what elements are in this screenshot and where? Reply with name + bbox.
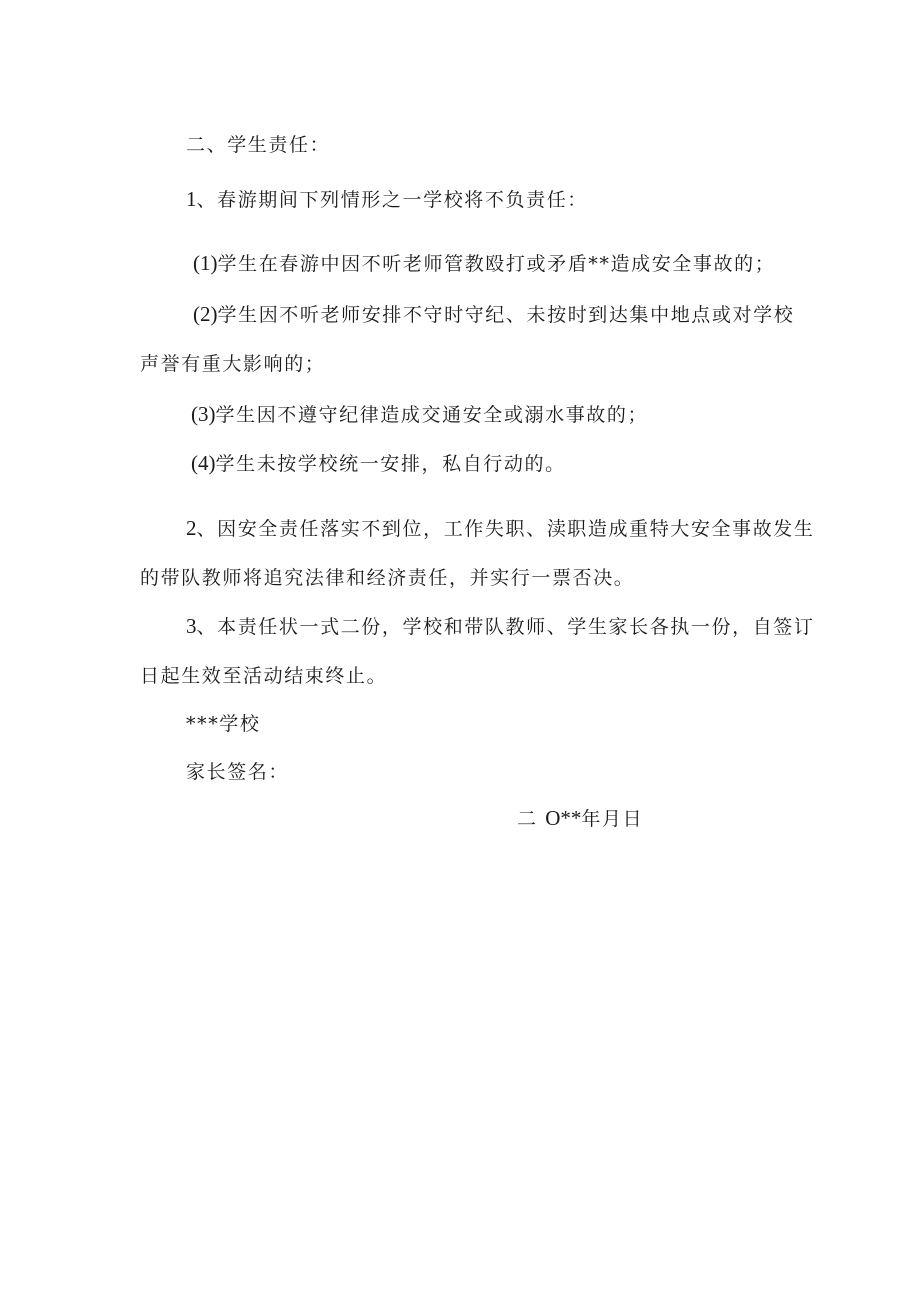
section-heading: 二、学生责任： <box>186 134 331 156</box>
item-1-text: 、春游期间下列情形之一学校将不负责任： <box>196 189 588 211</box>
subitem-3 <box>191 402 648 427</box>
date-line <box>517 806 643 831</box>
date-suffix: 年月日 <box>581 808 644 830</box>
school-name: ***学校 <box>186 713 261 735</box>
item-3-number: 3 <box>186 614 197 638</box>
subitem-2-text-line2: 声誉有重大影响的； <box>140 353 326 375</box>
subitem-2 <box>193 302 794 327</box>
subitem-1-text: 学生在春游中因不听老师管教殴打或矛盾**造成安全事故的； <box>217 253 776 275</box>
subitem-3-text: 学生因不遵守纪律造成交通安全或溺水事故的； <box>215 404 649 426</box>
subitem-1 <box>193 251 775 276</box>
item-3-text-line1: 、本责任状一式二份，学校和带队教师、学生家长各执一份，自签订 <box>196 616 815 638</box>
item-2-text-line2: 的带队教师将追究法律和经济责任，并实行一票否决。 <box>140 567 635 589</box>
subitem-3-number: (3) <box>191 402 216 426</box>
date-prefix: 二 <box>517 808 538 830</box>
date-o-mark: O** <box>545 806 582 830</box>
item-1-number: 1 <box>186 187 197 211</box>
subitem-4-text: 学生未按学校统一安排，私自行动的。 <box>215 453 566 475</box>
subitem-4-number: (4) <box>191 451 216 475</box>
parent-signature-label: 家长签名： <box>186 761 290 783</box>
item-2-text-line1: 、因安全责任落实不到位，工作失职、渎职造成重特大安全事故发生 <box>196 518 815 540</box>
item-1 <box>186 187 588 212</box>
item-3-text-line2: 日起生效至活动结束终止。 <box>140 665 388 687</box>
subitem-1-number: (1) <box>193 251 218 275</box>
item-3 <box>186 614 815 639</box>
item-2-number: 2 <box>186 516 197 540</box>
subitem-4 <box>191 451 566 476</box>
subitem-2-number: (2) <box>193 302 218 326</box>
item-2 <box>186 516 815 541</box>
subitem-2-text-line1: 学生因不听老师安排不守时守纪、未按时到达集中地点或对学校 <box>217 304 795 326</box>
